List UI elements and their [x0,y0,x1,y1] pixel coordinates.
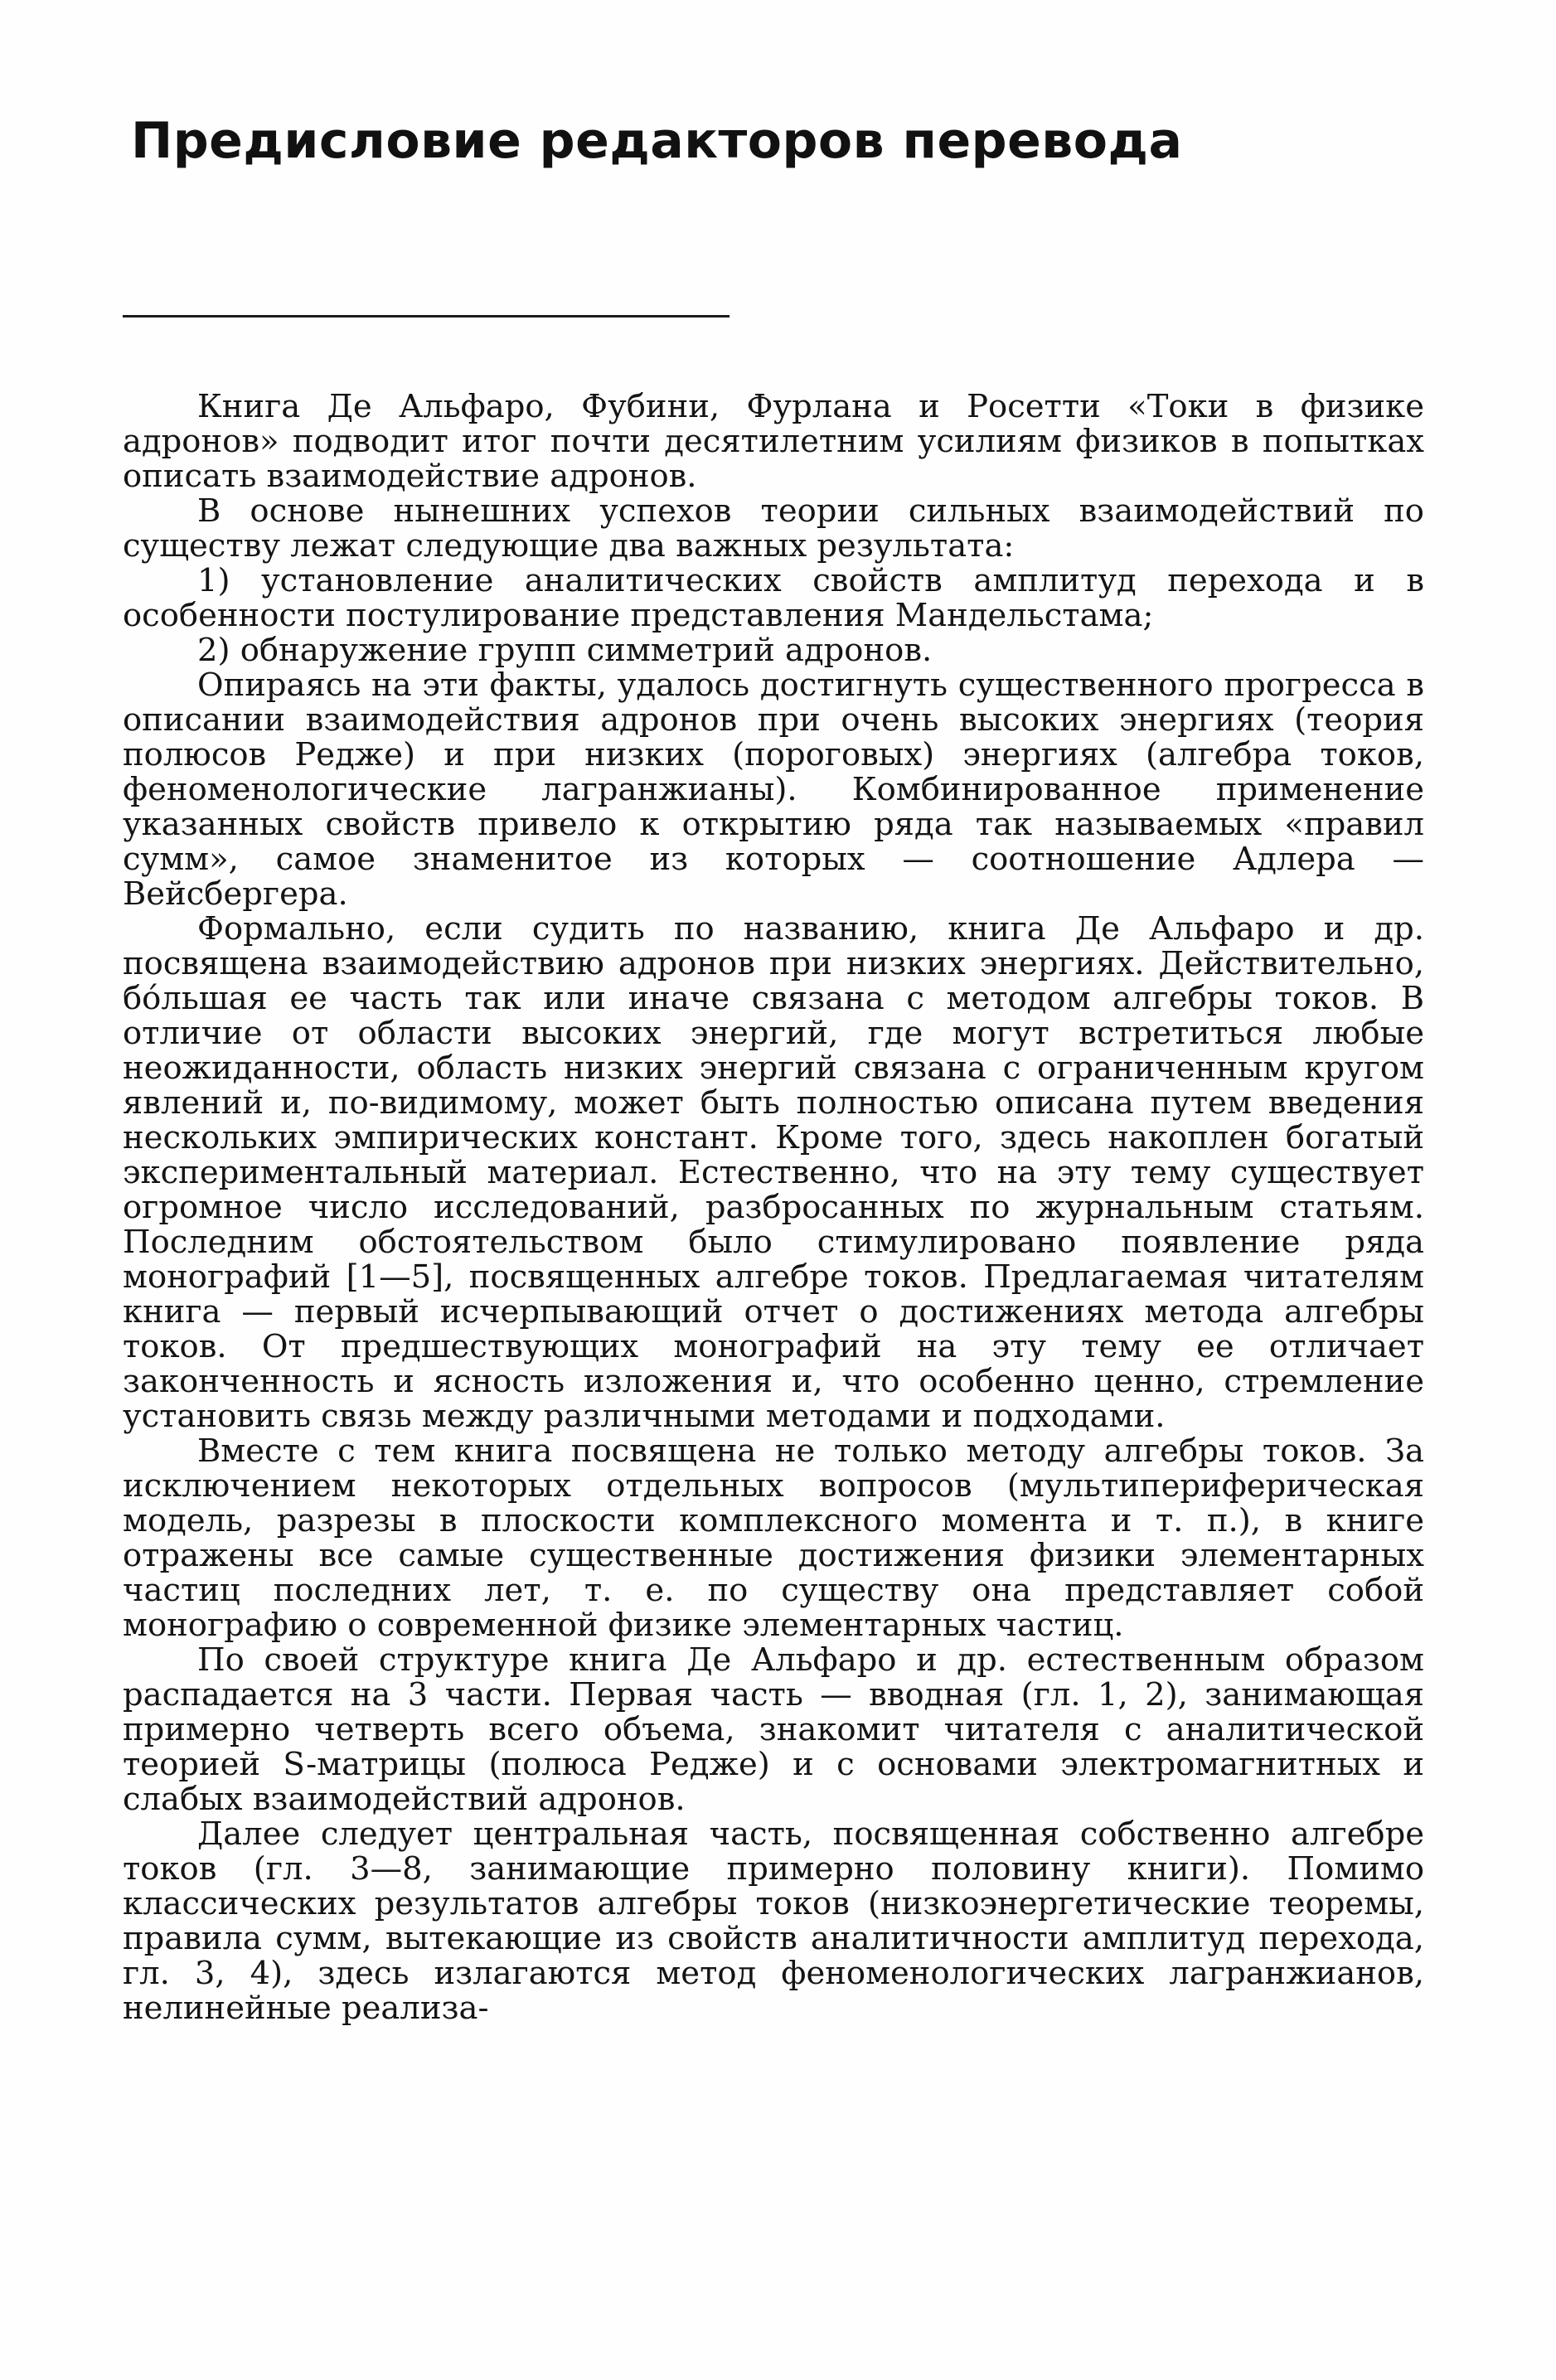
body-text [123,390,1424,2026]
paragraph: Вместе с тем книга посвящена не только методу алгебры токов. За исключением некоторых отдельных вопросов (мультипериферическая модель, разрезы в плоскости комплексного момента и т. п.), в книге отражены все самые существенные достижения физики элементарных частиц последних лет, т. е. по существу она представляет собой монографию о современной физике элементарных частиц. [123,1432,1424,1644]
paragraph: Книга Де Альфаро, Фубини, Фурлана и Росетти «Токи в физике адронов» подводит итог почти десятилетним усилиям физиков в попытках описать взаимодействие адронов. [123,388,1424,495]
paragraph: 1) установление аналитических свойств амплитуд перехода и в особенности постулирование представления Мандельстама; [123,562,1424,634]
paragraph: 2) обнаружение групп симметрий адронов. [197,632,933,669]
paragraph: Формально, если судить по названию, книга Де Альфаро и др. посвящена взаимодействию адронов при низких энергиях. Действительно, бо́льшая ее часть так или иначе связана с методом алгебры токов. В отличие от области высоких энергий, где могут встретиться любые неожиданности, область низких энергий связана с ограниченным кругом явлений и, по-видимому, может быть полностью описана путем введения нескольких эмпирических констант. Кроме того, здесь накоплен богатый экспериментальный материал. Естественно, что на эту тему существует огромное число исследований, разбросанных по журнальным статьям. Последним обстоятельством было стимулировано появление ряда монографий [1—5], посвященных алгебре токов. Предлагаемая читателям книга — первый исчерпывающий отчет о достижениях метода алгебры токов. От предшествующих монографий на эту тему ее отличает законченность и ясность изложения и, что особенно ценно, стремление установить связь между различными методами и подходами. [123,910,1424,1435]
page-title: Предисловие редакторов перевода [131,112,1183,170]
paragraph: Опираясь на эти факты, удалось достигнуть существенного прогресса в описании взаимодействия адронов при очень высоких энергиях (теория полюсов Редже) и при низких (пороговых) энергиях (алгебра токов, феноменологические лагранжианы). Комбинированное применение указанных свойств привело к открытию ряда так называемых «правил сумм», самое знаменитое из которых — соотношение Адлера — Вейсбергера. [123,666,1424,913]
paragraph: Далее следует центральная часть, посвященная собственно алгебре токов (гл. 3—8, занимающие примерно половину книги). Помимо классических результатов алгебры токов (низкоэнергетические теоремы, правила сумм, вытекающие из свойств аналитичности амплитуд перехода, гл. 3, 4), здесь излагаются метод феноменологических лагранжианов, нелинейные реализа- [123,1815,1424,2027]
paragraph: По своей структуре книга Де Альфаро и др. естественным образом распадается на 3 части. Первая часть — вводная (гл. 1, 2), занимающая примерно четверть всего объема, знакомит читателя с аналитической теорией S-матрицы (полюса Редже) и с основами электромагнитных и слабых взаимодействий адронов. [123,1641,1424,1818]
title-divider [123,315,730,317]
paragraph: В основе нынешних успехов теории сильных взаимодействий по существу лежат следующие два важных результата: [123,492,1424,565]
